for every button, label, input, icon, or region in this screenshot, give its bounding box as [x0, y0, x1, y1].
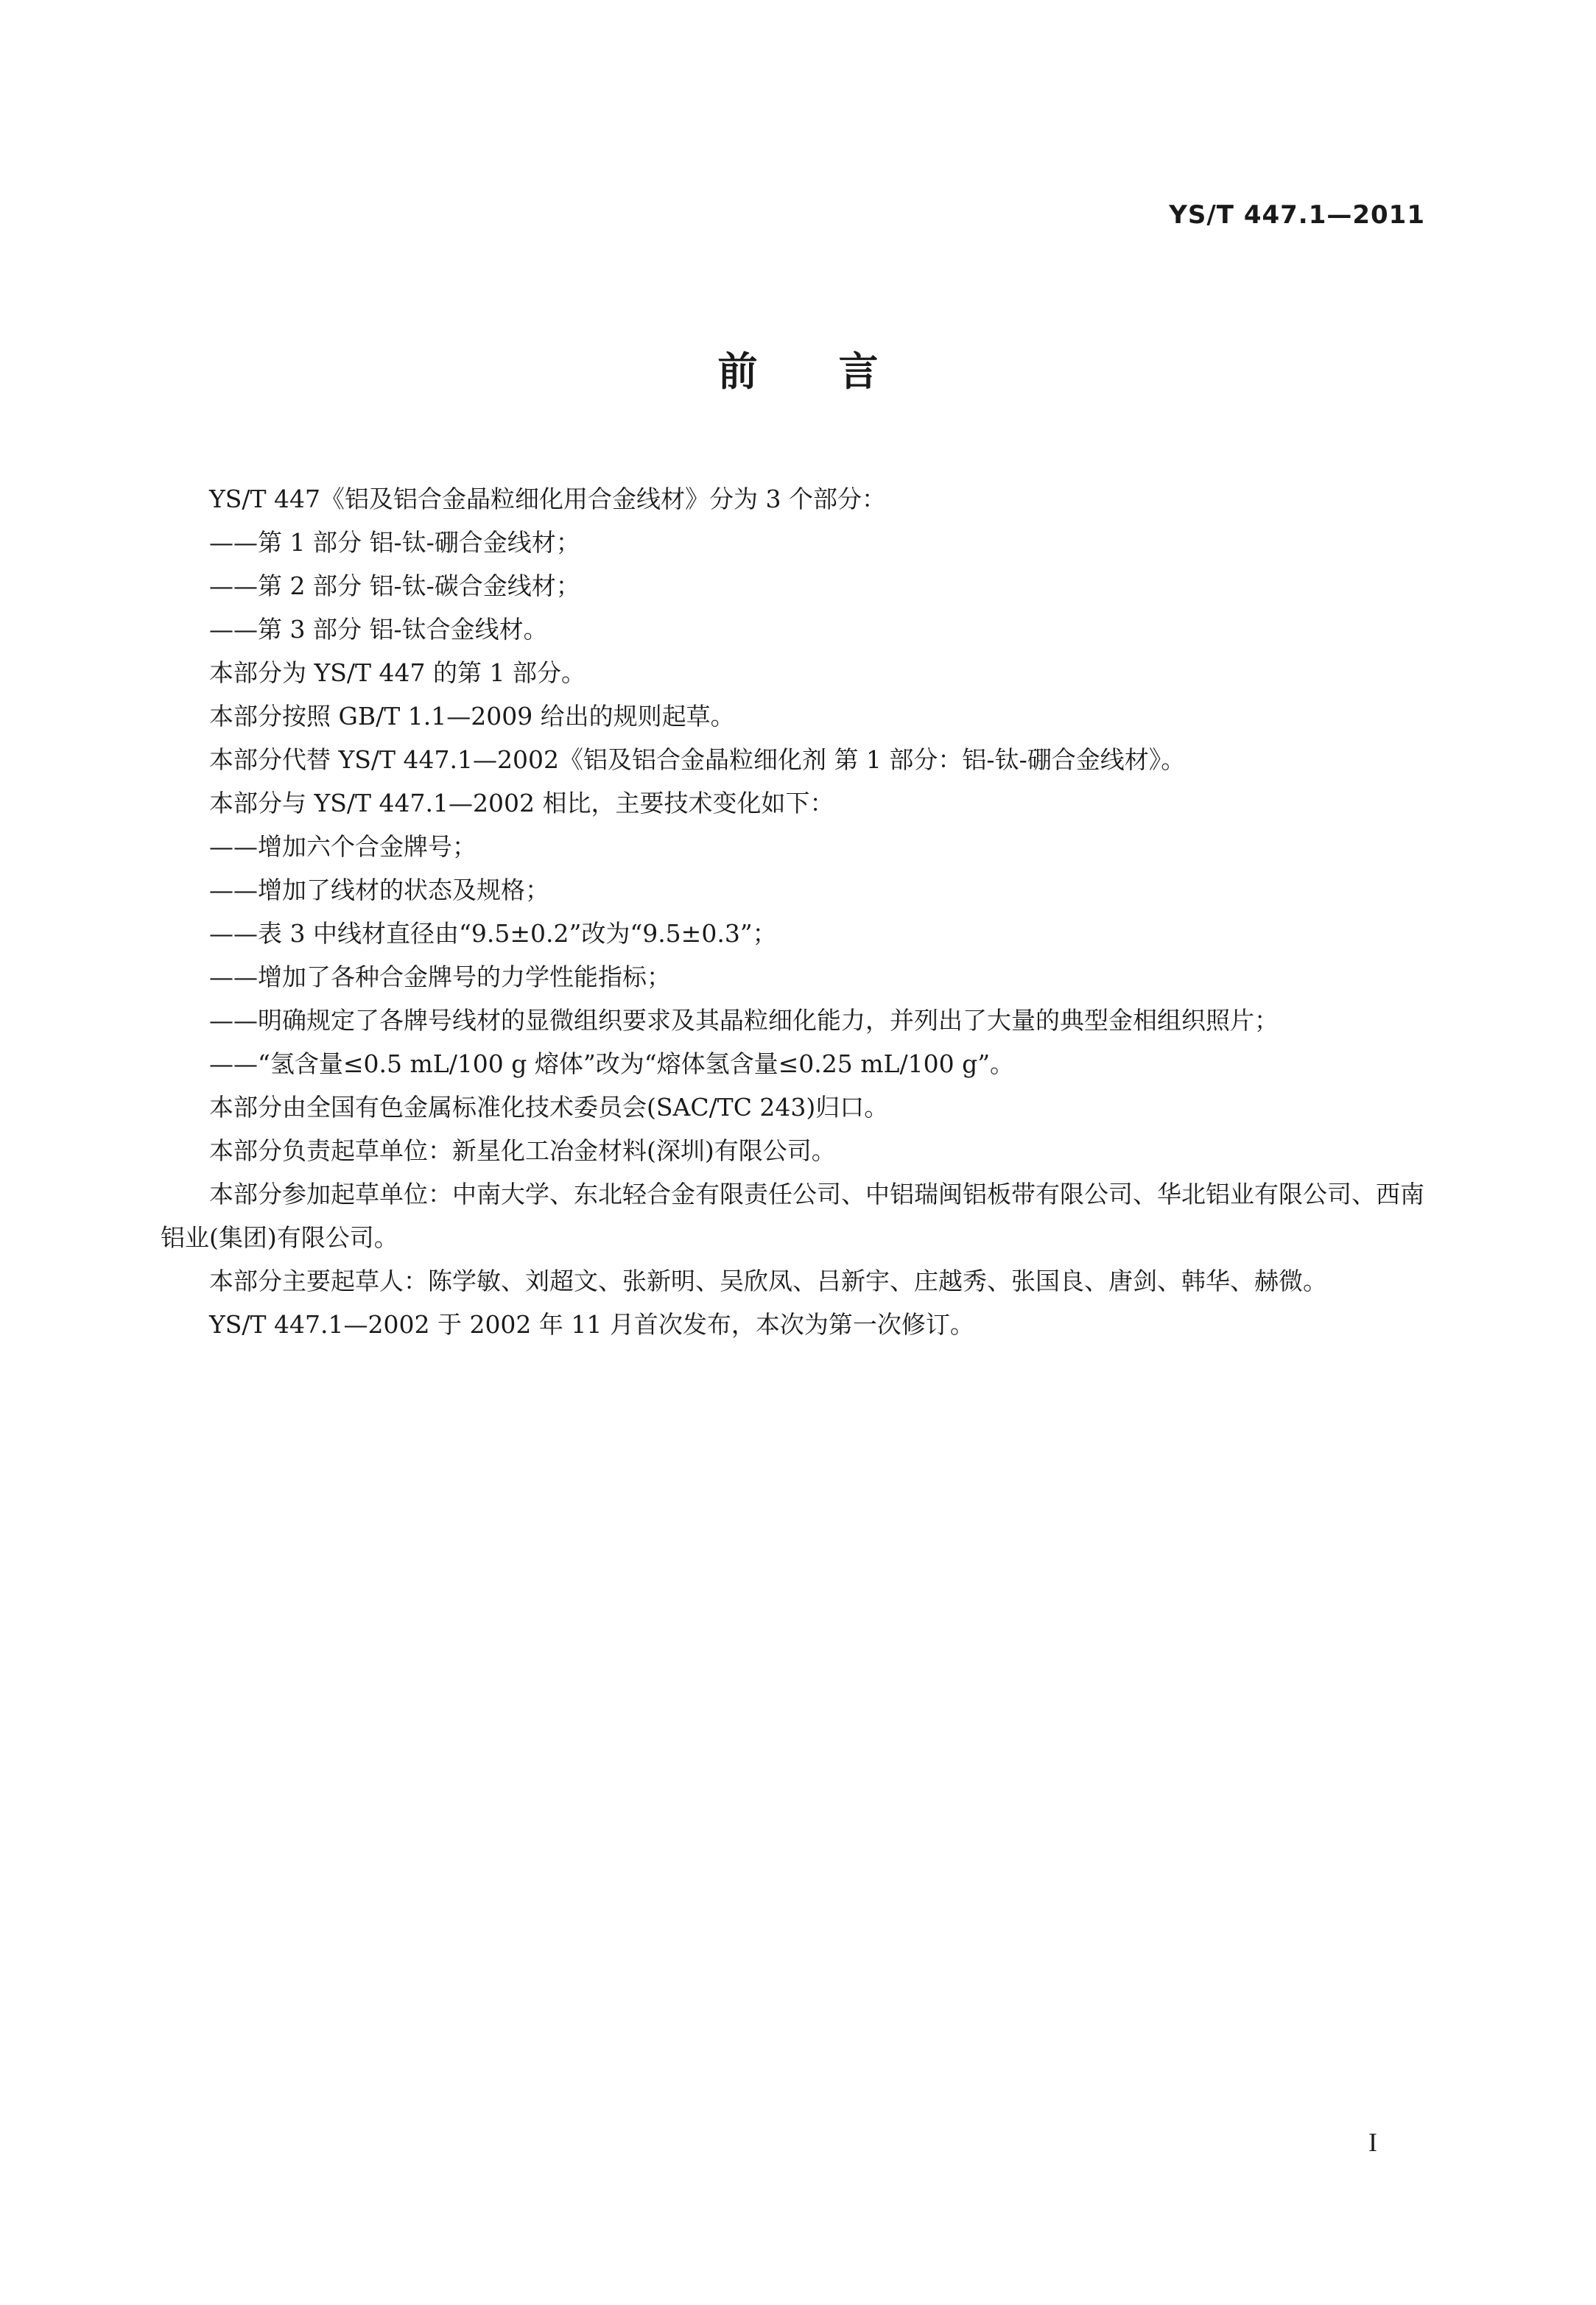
page-title: 前言 — [717, 348, 960, 395]
standard-number: YS/T 447.1—2011 — [1169, 200, 1425, 230]
paragraph: 本部分参加起草单位：中南大学、东北轻合金有限责任公司、中铝瑞闽铝板带有限公司、华北铝业有限公司、西南铝业(集团)有限公司。 — [161, 1180, 1424, 1252]
paragraph: 本部分按照 GB/T 1.1—2009 给出的规则起草。 — [209, 702, 735, 731]
list-item: ——表 3 中线材直径由“9.5±0.2”改为“9.5±0.3”； — [209, 919, 777, 948]
paragraph: 本部分与 YS/T 447.1—2002 相比，主要技术变化如下： — [209, 789, 834, 817]
paragraph: 本部分由全国有色金属标准化技术委员会(SAC/TC 243)归口。 — [209, 1093, 889, 1122]
paragraph: 本部分负责起草单位：新星化工冶金材料(深圳)有限公司。 — [209, 1136, 836, 1165]
paragraph: 本部分代替 YS/T 447.1—2002《铝及铝合金晶粒细化剂 第 1 部分：铝-钛-硼合金线材》。 — [209, 745, 1186, 774]
paragraph: YS/T 447.1—2002 于 2002 年 11 月首次发布，本次为第一次修订。 — [209, 1310, 974, 1339]
list-item: ——明确规定了各牌号线材的显微组织要求及其晶粒细化能力，并列出了大量的典型金相组织照片； — [209, 1006, 1279, 1035]
paragraph: 本部分为 YS/T 447 的第 1 部分。 — [209, 658, 586, 687]
list-item: ——增加了线材的状态及规格； — [209, 876, 549, 904]
list-item: ——增加六个合金牌号； — [209, 832, 477, 861]
paragraph: YS/T 447《铝及铝合金晶粒细化用合金线材》分为 3 个部分： — [209, 485, 886, 513]
list-item: ——增加了各种合金牌号的力学性能指标； — [209, 963, 671, 991]
page-number: I — [1368, 2128, 1377, 2157]
list-item: ——第 3 部分 铝-钛合金线材。 — [209, 615, 548, 644]
list-item: ——第 1 部分 铝-钛-硼合金线材； — [209, 528, 580, 557]
paragraph: 本部分主要起草人：陈学敏、刘超文、张新明、吴欣凤、吕新宇、庄越秀、张国良、唐剑、韩华、赫微。 — [209, 1267, 1327, 1295]
list-item: ——“氢含量≤0.5 mL/100 g 熔体”改为“熔体氢含量≤0.25 mL/100 g”。 — [209, 1049, 1015, 1078]
list-item: ——第 2 部分 铝-钛-碳合金线材； — [209, 571, 580, 600]
foreword-body — [161, 477, 1431, 1346]
